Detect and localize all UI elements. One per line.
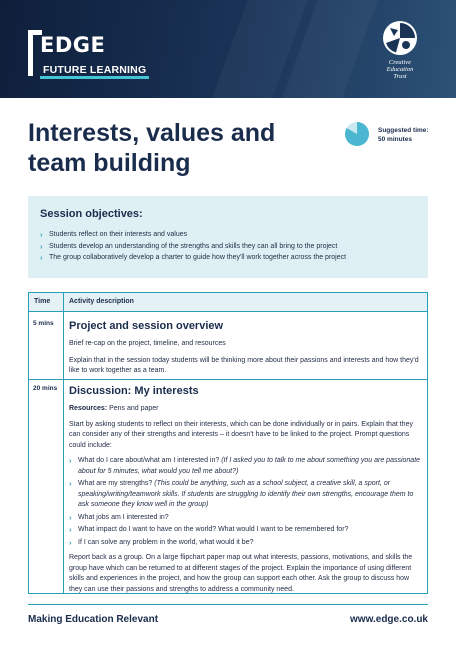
edge-logo xyxy=(28,30,158,82)
suggested-time-value: 50 minutes xyxy=(378,136,412,143)
prompt-question: What do I care about/what am I interested in? xyxy=(78,457,222,464)
column-header-time: Time xyxy=(34,298,51,305)
objectives-heading: Session objectives: xyxy=(40,208,143,220)
prompt-question: What are my strengths? xyxy=(78,480,155,487)
edge-logo-subtitle: FUTURE LEARNING xyxy=(40,63,149,79)
prompt-item xyxy=(69,456,423,477)
footer-divider xyxy=(28,604,428,605)
prompt-note: (If I asked you to talk to me about something you are passionate about for 5 minutes, what would you tell me about?) xyxy=(78,457,421,475)
trust-name-line: Trust xyxy=(393,73,407,80)
prompt-item xyxy=(69,525,423,536)
objective-text: Students develop an understanding of the strengths and skills they can all bring to the project xyxy=(49,242,338,250)
row-time: 20 mins xyxy=(33,385,58,392)
chevron-right-icon: › xyxy=(69,525,72,534)
chevron-right-icon: › xyxy=(40,253,43,262)
suggested-time-label: Suggested time: xyxy=(378,127,429,134)
trust-name-line: Education xyxy=(386,66,414,73)
timer-pie-icon xyxy=(344,121,370,147)
activity-title: Project and session overview xyxy=(69,320,224,332)
resources-label: Resources: xyxy=(69,405,108,412)
prompt-question: What impact do I want to have on the world? What would I want to be remembered for? xyxy=(78,526,349,533)
column-header-activity: Activity description xyxy=(69,298,134,305)
objective-item xyxy=(40,241,416,253)
edge-logo-word: EDGE xyxy=(40,33,106,57)
chevron-right-icon: › xyxy=(69,456,72,465)
session-objectives-box xyxy=(28,196,428,278)
resources-value: Pens and paper xyxy=(107,405,159,412)
suggested-time xyxy=(378,126,429,144)
prompt-item xyxy=(69,479,423,511)
creative-education-trust-logo xyxy=(374,20,426,90)
table-header xyxy=(29,293,427,312)
page-title: Interests, values and team building xyxy=(28,119,276,177)
trust-name xyxy=(374,59,426,80)
row-divider xyxy=(29,379,427,380)
table-row xyxy=(69,319,423,377)
footer-url-link[interactable]: www.edge.co.uk xyxy=(350,614,428,625)
header-banner xyxy=(0,0,456,98)
prompt-item xyxy=(69,513,423,524)
activity-table xyxy=(28,292,428,594)
prompt-note: (This could be anything, such as a school subject, a creative skill, a sport, or speaking/writing/teamwork skills. If students are struggling to identify their own strengths, encourage them to ask someone they know well in the group) xyxy=(78,480,414,508)
chevron-right-icon: › xyxy=(69,479,72,488)
chevron-right-icon: › xyxy=(69,512,72,522)
chevron-right-icon: › xyxy=(40,230,43,239)
objective-text: Students reflect on their interests and values xyxy=(49,231,188,238)
column-divider xyxy=(63,293,64,593)
activity-intro: Start by asking students to reflect on their interests, which can be done individually or in pairs. Explain that they can consider any of their strengths and interests – it doesn't have to be linked to the project. Prompt questions could include: xyxy=(69,420,413,449)
activity-paragraph: Explain that in the session today students will be thinking more about their passions and interests and how they'd like to work together as a team. xyxy=(69,356,419,374)
activity-outro: Report back as a group. On a large flipchart paper map out what interests, passions, motivations, and skills the group have which can be returned to at different stages of the project. Explain the importance of using different skills and experiences in the project, and how the group can support each other. Ask the group to discuss how they can use their passions and strengths to address a community need. xyxy=(69,554,413,593)
trust-emblem-icon xyxy=(382,20,418,56)
row-time: 5 mins xyxy=(33,320,54,327)
activity-paragraph: Brief re-cap on the project, timeline, and resources xyxy=(69,340,226,347)
footer-tagline: Making Education Relevant xyxy=(28,614,159,625)
trust-name-line: Creative xyxy=(388,59,412,66)
objective-item xyxy=(40,229,416,241)
prompt-question: If I can solve any problem in the world, what would it be? xyxy=(78,538,254,546)
activity-title: Discussion: My interests xyxy=(69,385,199,397)
chevron-right-icon: › xyxy=(69,537,72,547)
objective-text: The group collaboratively develop a charter to guide how they'll work together across the project xyxy=(49,254,347,261)
chevron-right-icon: › xyxy=(40,241,43,251)
resources-line xyxy=(69,404,423,415)
prompt-item xyxy=(69,538,423,549)
table-row xyxy=(69,384,423,595)
prompt-question: What jobs am I interested in? xyxy=(78,513,169,521)
objective-item xyxy=(40,252,416,264)
